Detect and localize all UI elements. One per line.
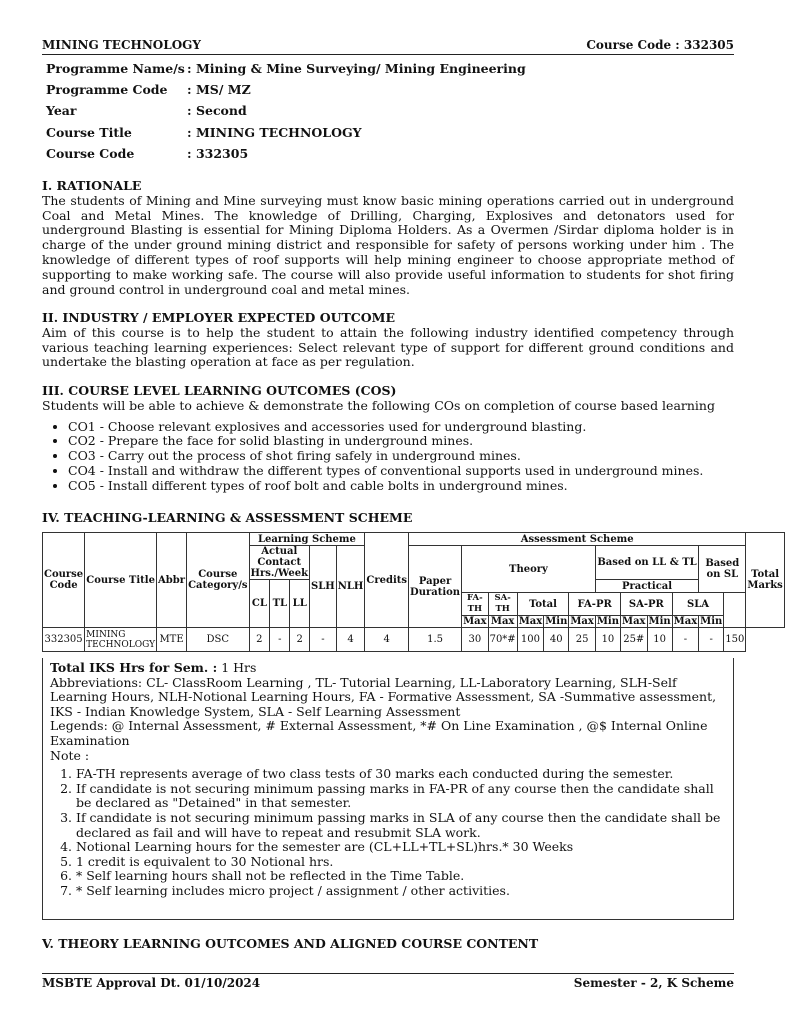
th-total: Total (517, 593, 569, 616)
industry-section (42, 311, 734, 370)
legends-text: Legends: @ Internal Assessment, # External Assessment, *# On Line Examination , @$ Internal Online Examination (50, 718, 708, 748)
th-course-title: Course Title (85, 533, 157, 628)
programme-row (46, 100, 526, 121)
abbreviations-text: Abbreviations: CL- ClassRoom Learning , TL- Tutorial Learning, LL-Laboratory Learning, SLH-Self Learning Hours, NLH-Notional Learning Hours, FA - Formative Assessment, SA -Summative assessment, IKS - Indian Knowledge System, SLA - Self Learning Assessment (50, 674, 717, 719)
programme-value: : MS/ MZ (187, 82, 251, 98)
cell-sa-pr-min: 10 (647, 628, 672, 652)
cell-paper-duration: 1.5 (409, 628, 462, 652)
cell-credits: 4 (365, 628, 409, 652)
th-credits: Credits (365, 533, 409, 628)
note-item: 3. If candidate is not securing minimum passing marks in SLA of any course then the candidate shall be declared as fail and will have to repeat and resubmit SLA work. (76, 811, 733, 840)
th-total-marks: Total Marks (746, 533, 784, 628)
th-ll: LL (290, 580, 310, 628)
co-item: • CO4 - Install and withdraw the different types of conventional supports used in underground mines. (68, 464, 734, 479)
th-max: Max (622, 616, 646, 627)
co-item: • CO2 - Prepare the face for solid blasting in underground mines. (68, 434, 734, 449)
cell-category: DSC (187, 628, 249, 652)
theory-heading: V. THEORY LEARNING OUTCOMES AND ALIGNED COURSE CONTENT (42, 936, 539, 951)
scheme-notes-box (42, 658, 734, 920)
cell-tl: - (270, 628, 290, 652)
page-footer (42, 973, 734, 990)
note-item: 4. Notional Learning hours for the semester are (CL+LL+TL+SL)hrs.* 30 Weeks (76, 840, 733, 855)
programme-row (46, 143, 526, 164)
th-fa-th: FA-TH (462, 593, 489, 616)
th-max: Max (518, 616, 543, 627)
scheme-section (42, 511, 734, 526)
programme-row (46, 122, 526, 143)
cell-abbr: MTE (157, 628, 187, 652)
cos-intro: Students will be able to achieve & demonstrate the following COs on completion of course based learning (42, 397, 715, 413)
programme-key: Course Title (46, 124, 132, 140)
cell-cl: 2 (249, 628, 270, 652)
header-course-name: MINING TECHNOLOGY (42, 38, 201, 52)
page-header (42, 38, 734, 55)
th-learning-scheme: Learning Scheme (249, 533, 365, 546)
th-theory: Theory (462, 546, 596, 593)
footer-approval: MSBTE Approval Dt. 01/10/2024 (42, 976, 261, 990)
th-min: Min (596, 616, 619, 627)
note-item: 6. * Self learning hours shall not be reflected in the Time Table. (76, 869, 733, 884)
th-cl: CL (249, 580, 270, 628)
th-sa-pr: SA-PR (621, 593, 673, 616)
rationale-heading: I. RATIONALE (42, 178, 142, 193)
iks-value: 1 Hrs (217, 660, 257, 675)
notes-list (50, 767, 733, 898)
th-max: Max (673, 616, 698, 627)
programme-value: : Mining & Mine Surveying/ Mining Engineering (187, 61, 526, 77)
cell-total-max: 100 (517, 628, 544, 652)
footer-semester: Semester - 2, K Scheme (573, 976, 734, 990)
th-sla: SLA (672, 593, 724, 616)
cell-sla-min: - (699, 628, 724, 652)
programme-key: Course Code (46, 145, 135, 161)
th-sa-th: SA-TH (488, 593, 517, 616)
header-course-code: Course Code : 332305 (586, 38, 734, 52)
scheme-heading: IV. TEACHING-LEARNING & ASSESSMENT SCHEME (42, 510, 413, 525)
cell-course-code: 332305 (43, 628, 85, 652)
cell-total-min: 40 (544, 628, 569, 652)
cell-fa-th-max: 30 (462, 628, 489, 652)
cell-nlh: 4 (336, 628, 365, 652)
th-category: Course Category/s (187, 533, 249, 628)
iks-label: Total IKS Hrs for Sem. : (50, 660, 218, 675)
rationale-text: The students of Mining and Mine surveying must know basic mining operations carried out in underground Coal and Metal Mines. The knowledge of Drilling, Charging, Explosives and detonators used for underground Blasting is essential for Mining Diploma Holders. As a Overmen /Sirdar diploma holder is in charge of the under ground mining district and responsible for safety of persons working under him . The knowledge of different types of roof supports will help mining engineer to choose appropriate method of supporting to make working safe. The course will also provide useful information to students for shot firing and ground control in underground coal and metal mines. (42, 192, 734, 297)
iks-line (50, 661, 733, 676)
cell-sa-th-max: 70*# (488, 628, 517, 652)
cell-fa-pr-min: 10 (595, 628, 620, 652)
programme-row (46, 79, 526, 100)
th-abbr: Abbr (157, 533, 187, 628)
programme-row (46, 58, 526, 79)
cos-heading: III. COURSE LEVEL LEARNING OUTCOMES (COS) (42, 383, 397, 398)
table-row (43, 628, 785, 652)
co-item: • CO3 - Carry out the process of shot firing safely in underground mines. (68, 449, 734, 464)
cell-total-marks: 150 (724, 628, 746, 652)
cell-slh: - (310, 628, 337, 652)
cell-sa-pr-max: 25# (621, 628, 648, 652)
co-item: • CO5 - Install different types of roof bolt and cable bolts in underground mines. (68, 479, 734, 494)
cell-ll: 2 (290, 628, 310, 652)
cell-fa-pr-max: 25 (569, 628, 596, 652)
note-item: 5. 1 credit is equivalent to 30 Notional hrs. (76, 855, 733, 870)
th-actual-contact-hours: Actual Contact Hrs./Week (250, 546, 309, 579)
th-based-on-sl: Based on SL (699, 546, 746, 593)
th-min: Min (545, 616, 568, 627)
note-item: 2. If candidate is not securing minimum passing marks in FA-PR of any course then the candidate shall be declared as "Detained" in that semester. (76, 782, 733, 811)
th-course-code: Course Code (43, 533, 85, 628)
theory-section (42, 937, 734, 952)
cos-list (42, 420, 734, 494)
industry-heading: II. INDUSTRY / EMPLOYER EXPECTED OUTCOME (42, 310, 395, 325)
th-max: Max (463, 616, 487, 627)
th-tl: TL (270, 580, 290, 628)
th-max: Max (570, 616, 594, 627)
assessment-scheme-table (42, 532, 785, 652)
th-paper-duration: Paper Duration (409, 546, 462, 628)
programme-info-table (46, 58, 526, 164)
note-item: 7. * Self learning includes micro project / assignment / other activities. (76, 884, 733, 899)
note-label: Note : (50, 747, 90, 763)
th-min: Min (648, 616, 671, 627)
co-item: • CO1 - Choose relevant explosives and accessories used for underground blasting. (68, 420, 734, 435)
th-assessment-scheme: Assessment Scheme (409, 533, 746, 546)
rationale-section (42, 179, 734, 297)
cell-course-title: MINING TECHNOLOGY (86, 629, 156, 650)
programme-value: : Second (187, 103, 247, 119)
th-nlh: NLH (336, 546, 365, 628)
cell-sla-max: - (672, 628, 699, 652)
th-practical: Practical (595, 580, 698, 593)
programme-value: : 332305 (187, 145, 249, 161)
programme-value: : MINING TECHNOLOGY (187, 124, 362, 140)
th-slh: SLH (310, 546, 337, 628)
th-max: Max (488, 616, 517, 628)
programme-key: Year (46, 103, 77, 119)
note-item: 1. FA-TH represents average of two class tests of 30 marks each conducted during the semester. (76, 767, 733, 782)
th-min: Min (700, 616, 723, 627)
cos-section (42, 384, 734, 494)
industry-text: Aim of this course is to help the student to attain the following industry identified competency through various teaching learning experiences: Select relevant type of support for different ground conditions and undertake the blasting operation at face as per regulation. (42, 324, 734, 370)
th-fa-pr: FA-PR (569, 593, 621, 616)
th-based-on-ll-tl: Based on LL & TL (595, 546, 698, 580)
programme-key: Programme Name/s (46, 61, 185, 77)
programme-key: Programme Code (46, 82, 168, 98)
